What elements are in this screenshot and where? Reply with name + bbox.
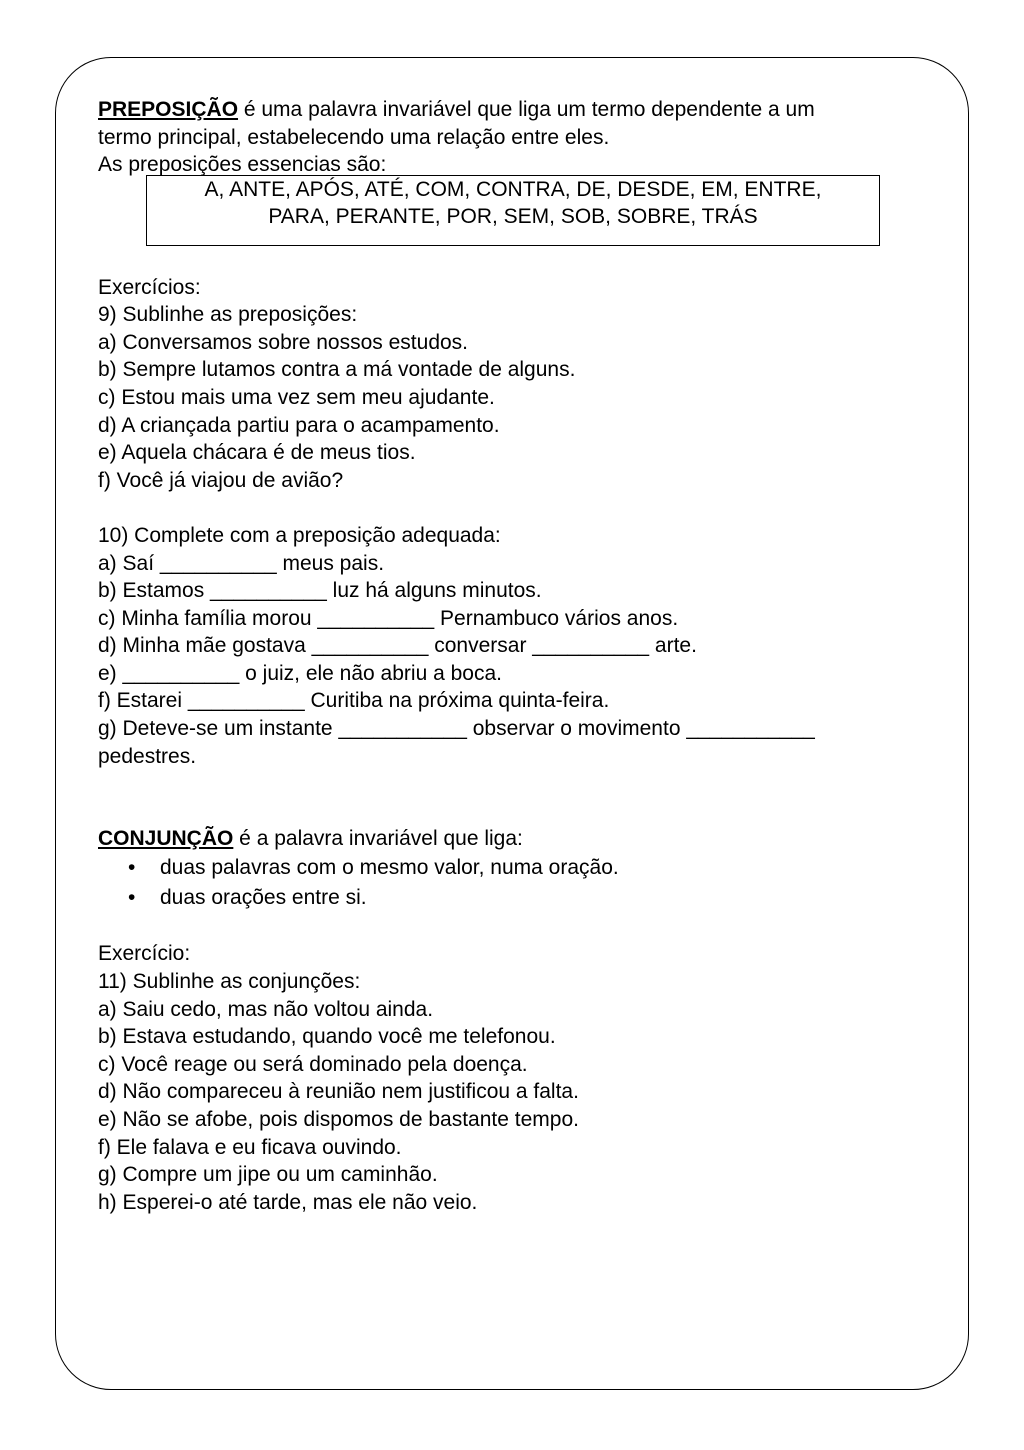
exercise-11-item: d) Não compareceu à reunião nem justificou a falta. [98,1080,579,1104]
exercise-9-item: c) Estou mais uma vez sem meu ajudante. [98,385,495,409]
conjuncao-bullet-list [98,853,938,913]
exercise-9-item: b) Sempre lutamos contra a má vontade de alguns. [98,358,576,382]
exercicios-heading: Exercícios: [98,275,201,299]
exercise-9-item: d) A criançada partiu para o acampamento. [98,413,500,437]
worksheet-content [98,96,938,1216]
conjuncao-definition-text: é a palavra invariável que liga: [233,827,523,851]
exercise-11-item: g) Compre um jipe ou um caminhão. [98,1163,438,1187]
preposicao-list-intro: As preposições essencias são: [98,153,387,177]
exercise-10-item: a) Saí __________ meus pais. [98,551,385,575]
preposicoes-box [146,175,880,246]
preposicao-definition-text: é uma palavra invariável que liga um termo dependente a um [238,98,815,121]
exercise-11-item: a) Saiu cedo, mas não voltou ainda. [98,997,434,1021]
preposicoes-box-line2: PARA, PERANTE, POR, SEM, SOB, SOBRE, TRÁS [268,205,758,229]
preposicoes-box-line1: A, ANTE, APÓS, ATÉ, COM, CONTRA, DE, DESDE, EM, ENTRE, [204,177,822,201]
exercise-10-item: d) Minha mãe gostava __________ conversar __________ arte. [98,634,697,658]
exercise-10-item: c) Minha família morou __________ Pernambuco vários anos. [98,606,679,630]
exercise-11-title: 11) Sublinhe as conjunções: [98,970,361,994]
preposicao-definition-line2: termo principal, estabelecendo uma relação entre eles. [98,125,610,149]
exercise-11-item: h) Esperei-o até tarde, mas ele não veio. [98,1190,478,1214]
exercise-11-item: e) Não se afobe, pois dispomos de bastante tempo. [98,1108,579,1131]
exercicio-heading: Exercício: [98,942,191,966]
conjuncao-definition [98,825,938,853]
exercise-10-item: b) Estamos __________ luz há alguns minutos. [98,579,542,603]
exercise-11-item: b) Estava estudando, quando você me telefonou. [98,1025,556,1049]
preposicao-definition [98,96,938,124]
exercise-9-item: f) Você já viajou de avião? [98,468,344,492]
exercise-9-title: 9) Sublinhe as preposições: [98,303,358,327]
exercise-10-item: f) Estarei __________ Curitiba na próxima quinta-feira. [98,689,610,713]
exercise-11-item: f) Ele falava e eu ficava ouvindo. [98,1135,402,1159]
conjuncao-term: CONJUNÇÃO [98,827,234,851]
exercise-10-title: 10) Complete com a preposição adequada: [98,523,501,547]
conjuncao-bullet: • duas orações entre si. [128,883,938,913]
exercise-10-item: g) Deteve-se um instante ___________ observar o movimento ___________ [98,717,815,741]
conjuncao-bullet: • duas palavras com o mesmo valor, numa oração. [128,853,938,883]
exercise-9-item: e) Aquela chácara é de meus tios. [98,441,416,465]
exercise-10-item-continuation: pedestres. [98,744,197,768]
preposicao-term: PREPOSIÇÃO [98,98,239,121]
exercise-9-item: a) Conversamos sobre nossos estudos. [98,330,469,354]
exercise-11-item: c) Você reage ou será dominado pela doença. [98,1052,528,1076]
exercise-10-item: e) __________ o juiz, ele não abriu a boca. [98,661,502,685]
